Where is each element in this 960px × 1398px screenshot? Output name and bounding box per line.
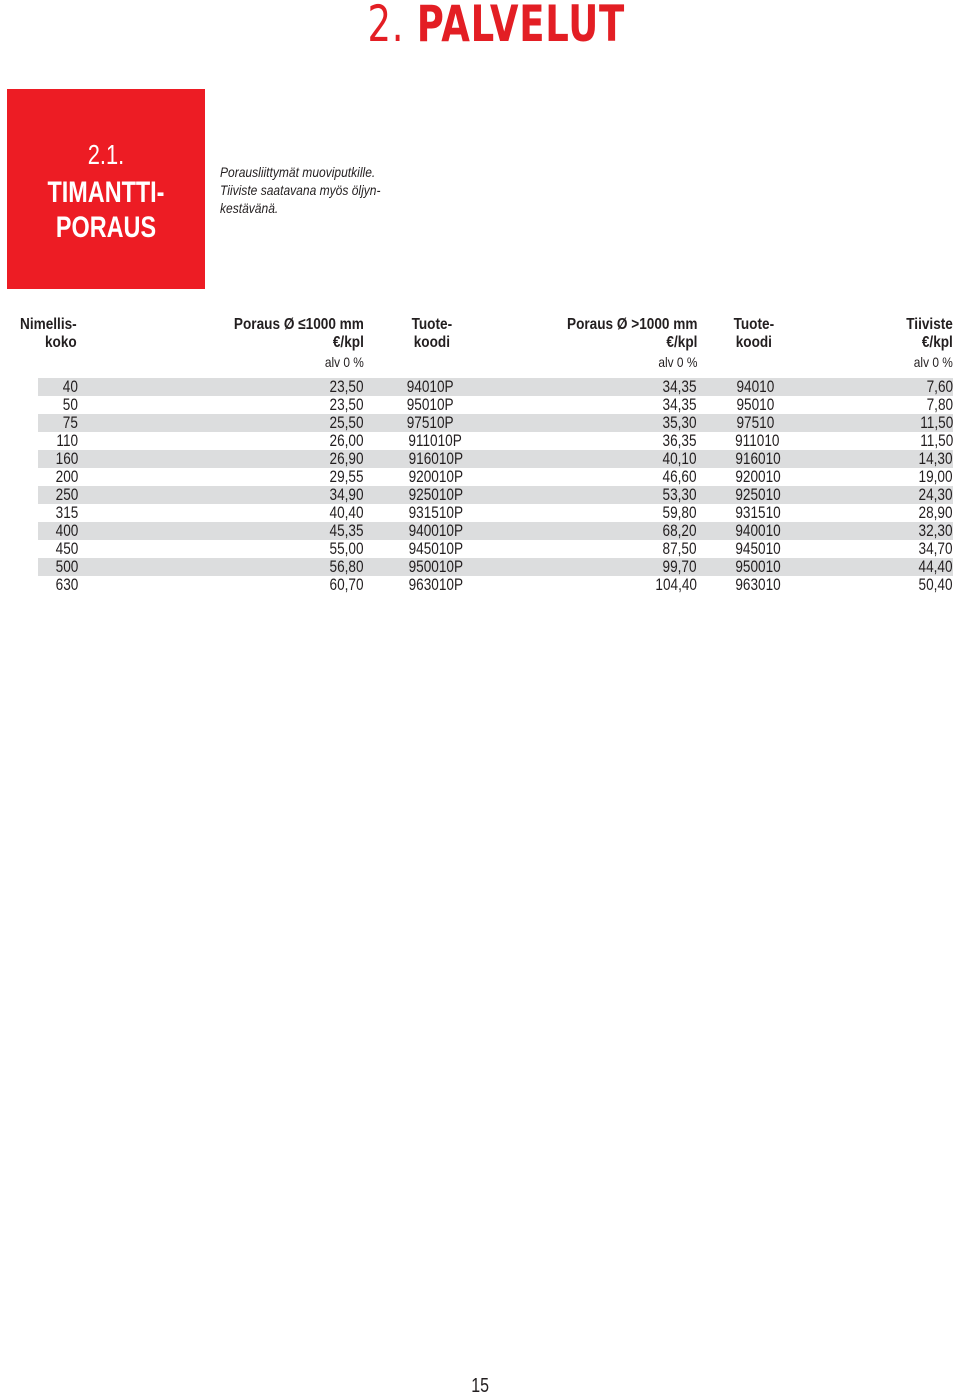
cell-price1-text: 34,90 bbox=[329, 485, 364, 504]
header-code2-line1: Tuote- bbox=[733, 316, 775, 333]
description-line: kestävänä. bbox=[220, 200, 279, 216]
cell-code2 bbox=[724, 557, 781, 576]
cell-size-text: 450 bbox=[55, 539, 78, 558]
page-title bbox=[367, 0, 625, 54]
cell-price2 bbox=[654, 378, 697, 396]
header-price2-line1: Poraus Ø >1000 mm bbox=[566, 316, 697, 333]
cell-size-text: 50 bbox=[62, 395, 78, 414]
table-row bbox=[38, 450, 953, 468]
cell-size bbox=[59, 378, 78, 396]
cell-price1 bbox=[321, 450, 364, 468]
cell-seal bbox=[910, 486, 953, 504]
cell-price1-text: 60,70 bbox=[329, 575, 364, 594]
cell-code2 bbox=[724, 378, 774, 396]
cell-code2-text: 963010 bbox=[735, 575, 781, 594]
section-number: 2.1. bbox=[87, 139, 125, 170]
cell-price1 bbox=[321, 414, 364, 432]
cell-price1-text: 23,50 bbox=[329, 395, 364, 414]
cell-size-text: 630 bbox=[55, 575, 78, 594]
cell-price2 bbox=[654, 396, 697, 414]
table-row bbox=[38, 396, 953, 414]
cell-code1 bbox=[395, 485, 464, 504]
cell-price2-text: 59,80 bbox=[662, 503, 697, 522]
cell-code2 bbox=[724, 539, 781, 558]
cell-code2-text: 920010 bbox=[735, 467, 781, 486]
cell-size bbox=[59, 414, 78, 432]
section-name-line2: PORAUS bbox=[55, 211, 157, 244]
cell-code1 bbox=[395, 575, 464, 594]
table-row bbox=[38, 558, 953, 576]
cell-code1 bbox=[395, 539, 464, 558]
cell-code1 bbox=[395, 449, 464, 468]
cell-code1-text: 925010P bbox=[408, 485, 464, 504]
cell-price1 bbox=[321, 558, 364, 576]
header-price2 bbox=[544, 316, 697, 372]
header-code1 bbox=[402, 316, 462, 352]
cell-price1-text: 23,50 bbox=[329, 377, 364, 396]
cell-code1-text: 931510P bbox=[408, 503, 464, 522]
cell-code1-text: 950010P bbox=[408, 557, 464, 576]
header-seal bbox=[898, 316, 953, 372]
section-name-line1: TIMANTTI- bbox=[47, 176, 165, 209]
cell-code2 bbox=[724, 485, 781, 504]
header-price2-vat: alv 0 % bbox=[657, 354, 697, 370]
cell-seal-text: 34,70 bbox=[918, 539, 953, 558]
cell-code2-text: 940010 bbox=[735, 521, 781, 540]
cell-seal bbox=[910, 504, 953, 522]
header-size-line1: Nimellis- bbox=[20, 316, 77, 333]
cell-code1-text: 916010P bbox=[408, 449, 464, 468]
cell-price1 bbox=[321, 396, 364, 414]
cell-size bbox=[50, 450, 78, 468]
cell-price2-text: 68,20 bbox=[662, 521, 697, 540]
page-title-word: PALVELUT bbox=[416, 0, 625, 53]
cell-size bbox=[51, 432, 78, 450]
table-row bbox=[38, 576, 953, 594]
cell-price1 bbox=[321, 468, 364, 486]
cell-size-text: 40 bbox=[62, 377, 78, 396]
cell-code2 bbox=[724, 503, 781, 522]
table-row bbox=[38, 432, 953, 450]
cell-price1-text: 25,50 bbox=[329, 413, 364, 432]
cell-code1 bbox=[395, 521, 464, 540]
cell-price1-text: 45,35 bbox=[329, 521, 364, 540]
page-number bbox=[0, 1374, 960, 1398]
cell-price1 bbox=[321, 576, 364, 594]
cell-code2-text: 95010 bbox=[736, 395, 774, 414]
cell-price2 bbox=[654, 468, 697, 486]
cell-price2 bbox=[654, 522, 697, 540]
cell-price2 bbox=[645, 576, 697, 594]
cell-price1-text: 29,55 bbox=[329, 467, 364, 486]
cell-code1-text: 94010P bbox=[406, 377, 454, 396]
cell-code1-text: 95010P bbox=[406, 395, 454, 414]
cell-price2-text: 40,10 bbox=[662, 449, 697, 468]
cell-seal-text: 19,00 bbox=[918, 467, 953, 486]
header-code2 bbox=[724, 316, 784, 352]
header-seal-line1: Tiiviste bbox=[906, 316, 953, 333]
cell-price1-text: 55,00 bbox=[329, 539, 364, 558]
cell-code2 bbox=[724, 431, 780, 450]
cell-size bbox=[50, 540, 78, 558]
table-row bbox=[38, 486, 953, 504]
cell-price2-text: 34,35 bbox=[662, 395, 697, 414]
cell-size-text: 110 bbox=[56, 431, 78, 450]
cell-price2-text: 104,40 bbox=[655, 575, 697, 594]
header-price1-vat: alv 0 % bbox=[324, 354, 364, 370]
cell-seal bbox=[912, 432, 953, 450]
cell-seal-text: 24,30 bbox=[918, 485, 953, 504]
header-seal-line2: €/kpl bbox=[922, 334, 953, 351]
cell-code2 bbox=[724, 396, 774, 414]
cell-seal-text: 32,30 bbox=[918, 521, 953, 540]
cell-seal bbox=[920, 378, 953, 396]
cell-code2-text: 925010 bbox=[735, 485, 781, 504]
cell-code2-text: 931510 bbox=[735, 503, 781, 522]
header-price2-line2: €/kpl bbox=[666, 334, 697, 351]
header-size bbox=[10, 316, 77, 352]
cell-code1-text: 920010P bbox=[408, 467, 464, 486]
cell-price1 bbox=[321, 432, 364, 450]
cell-size bbox=[59, 396, 78, 414]
cell-code2-text: 916010 bbox=[735, 449, 781, 468]
header-seal-vat: alv 0 % bbox=[913, 354, 953, 370]
cell-code1 bbox=[395, 467, 464, 486]
cell-size-text: 500 bbox=[55, 557, 78, 576]
cell-price2-text: 36,35 bbox=[662, 431, 697, 450]
cell-code2 bbox=[724, 521, 781, 540]
cell-price2 bbox=[654, 414, 697, 432]
cell-price1-text: 26,90 bbox=[329, 449, 364, 468]
cell-price1 bbox=[321, 540, 364, 558]
cell-code1 bbox=[395, 431, 462, 450]
page-title-number: 2. bbox=[367, 0, 405, 53]
cell-price1-text: 40,40 bbox=[329, 503, 364, 522]
cell-size-text: 400 bbox=[55, 521, 78, 540]
cell-seal-text: 11,50 bbox=[919, 413, 953, 432]
cell-size-text: 250 bbox=[55, 485, 78, 504]
table-row bbox=[38, 522, 953, 540]
cell-code2-text: 97510 bbox=[736, 413, 774, 432]
cell-code2 bbox=[724, 575, 781, 594]
cell-seal-text: 11,50 bbox=[919, 431, 953, 450]
cell-code2-text: 911010 bbox=[735, 431, 780, 450]
cell-price1 bbox=[321, 486, 364, 504]
cell-seal bbox=[920, 396, 953, 414]
cell-price2-text: 87,50 bbox=[662, 539, 697, 558]
cell-size bbox=[50, 576, 78, 594]
cell-price2-text: 99,70 bbox=[662, 557, 697, 576]
section-name bbox=[29, 175, 183, 245]
cell-code1-text: 911010P bbox=[408, 431, 462, 450]
cell-size-text: 160 bbox=[55, 449, 78, 468]
cell-code2 bbox=[724, 467, 781, 486]
header-price1 bbox=[211, 316, 364, 372]
cell-price1-text: 56,80 bbox=[329, 557, 364, 576]
cell-size bbox=[50, 468, 78, 486]
cell-code1 bbox=[395, 377, 454, 396]
cell-seal-text: 44,40 bbox=[918, 557, 953, 576]
cell-size-text: 200 bbox=[55, 467, 78, 486]
cell-seal bbox=[912, 414, 953, 432]
cell-price2 bbox=[654, 540, 697, 558]
header-size-line2: koko bbox=[45, 334, 77, 351]
cell-code1-text: 940010P bbox=[408, 521, 464, 540]
description-line: Porausliittymät muoviputkille. bbox=[220, 164, 376, 180]
cell-code1 bbox=[395, 395, 454, 414]
cell-seal bbox=[910, 450, 953, 468]
header-price1-line2: €/kpl bbox=[333, 334, 364, 351]
cell-price1 bbox=[321, 504, 364, 522]
section-description bbox=[220, 163, 401, 217]
cell-size bbox=[50, 558, 78, 576]
cell-price2-text: 34,35 bbox=[662, 377, 697, 396]
cell-code2 bbox=[724, 449, 781, 468]
cell-price2 bbox=[654, 558, 697, 576]
cell-seal-text: 50,40 bbox=[918, 575, 953, 594]
cell-size bbox=[50, 504, 78, 522]
table-row bbox=[38, 504, 953, 522]
cell-code1 bbox=[395, 503, 464, 522]
cell-size bbox=[50, 522, 78, 540]
cell-price1 bbox=[321, 522, 364, 540]
cell-size bbox=[50, 486, 78, 504]
cell-seal bbox=[910, 558, 953, 576]
cell-code1 bbox=[395, 413, 454, 432]
header-code1-line1: Tuote- bbox=[411, 316, 453, 333]
cell-seal bbox=[910, 468, 953, 486]
table-row bbox=[38, 540, 953, 558]
header-code1-line2: koodi bbox=[413, 334, 451, 351]
cell-price2 bbox=[654, 486, 697, 504]
cell-code2-text: 945010 bbox=[735, 539, 781, 558]
cell-size-text: 315 bbox=[55, 503, 78, 522]
cell-price1 bbox=[321, 378, 364, 396]
cell-code1 bbox=[395, 557, 464, 576]
cell-seal-text: 28,90 bbox=[918, 503, 953, 522]
cell-price2-text: 35,30 bbox=[662, 413, 697, 432]
header-price1-line1: Poraus Ø ≤1000 mm bbox=[234, 316, 364, 333]
cell-price2 bbox=[654, 504, 697, 522]
cell-price2 bbox=[654, 432, 697, 450]
table-row bbox=[38, 414, 953, 432]
cell-seal-text: 7,60 bbox=[926, 377, 953, 396]
cell-code1-text: 945010P bbox=[408, 539, 464, 558]
cell-size-text: 75 bbox=[62, 413, 78, 432]
description-line: Tiiviste saatavana myös öljyn- bbox=[220, 182, 381, 198]
cell-code1-text: 963010P bbox=[408, 575, 464, 594]
page-number-text: 15 bbox=[471, 1375, 489, 1397]
cell-seal-text: 14,30 bbox=[918, 449, 953, 468]
cell-code2-text: 950010 bbox=[735, 557, 781, 576]
cell-price2 bbox=[654, 450, 697, 468]
table-row bbox=[38, 378, 953, 396]
cell-price1-text: 26,00 bbox=[329, 431, 364, 450]
section-badge bbox=[7, 89, 205, 289]
cell-price2-text: 53,30 bbox=[662, 485, 697, 504]
cell-price2-text: 46,60 bbox=[662, 467, 697, 486]
cell-seal bbox=[910, 540, 953, 558]
cell-seal bbox=[910, 576, 953, 594]
cell-code1-text: 97510P bbox=[406, 413, 454, 432]
cell-seal bbox=[910, 522, 953, 540]
cell-code2 bbox=[724, 414, 774, 432]
cell-code2-text: 94010 bbox=[736, 377, 774, 396]
header-code2-line2: koodi bbox=[735, 334, 773, 351]
table-row bbox=[38, 468, 953, 486]
cell-seal-text: 7,80 bbox=[926, 395, 953, 414]
